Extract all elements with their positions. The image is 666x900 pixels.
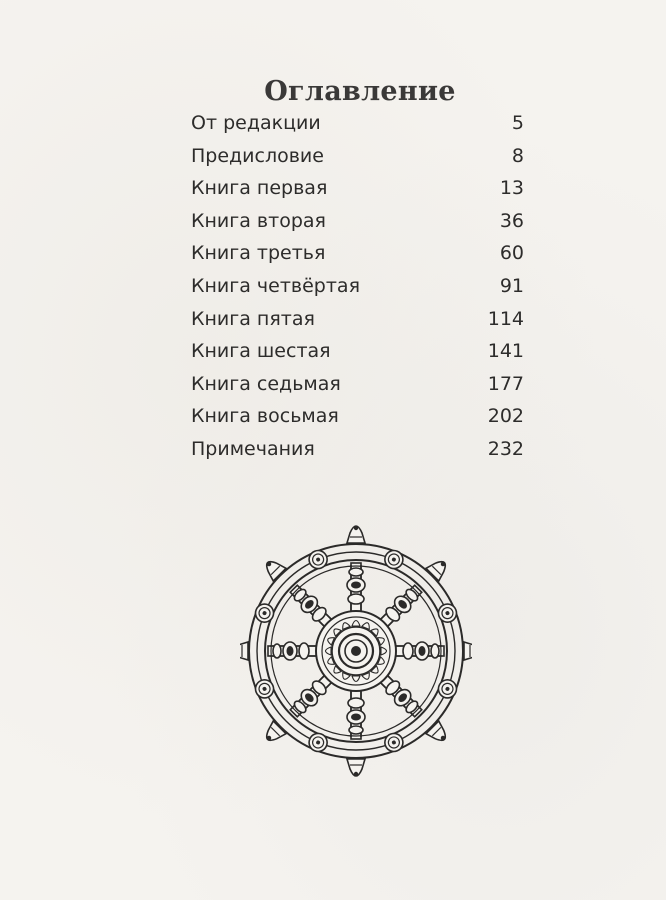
toc-entry <box>191 403 524 436</box>
toc-entry <box>191 273 524 306</box>
page-title: Оглавление <box>264 76 456 108</box>
toc-entry-page: 91 <box>499 274 524 297</box>
toc-entry <box>191 306 524 339</box>
toc-entry <box>191 143 524 176</box>
toc-entry <box>191 240 524 273</box>
toc-entry-page: 141 <box>487 340 524 363</box>
toc-entry-page: 8 <box>511 144 524 167</box>
toc-entry-title: Книга шестая <box>191 340 331 363</box>
toc-entry <box>191 371 524 404</box>
table-of-contents <box>191 110 524 469</box>
toc-entry-title: Предисловие <box>191 144 324 167</box>
toc-entry-title: Книга пятая <box>191 307 315 330</box>
dharma-wheel-icon <box>240 494 472 784</box>
toc-entry-title: Книга седьмая <box>191 372 341 395</box>
toc-entry-page: 60 <box>499 242 524 265</box>
toc-entry-title: Примечания <box>191 437 315 460</box>
toc-entry-page: 202 <box>487 405 524 428</box>
toc-entry-page: 13 <box>499 177 524 200</box>
toc-entry-title: Книга третья <box>191 242 326 265</box>
toc-entry-page: 114 <box>487 307 524 330</box>
toc-entry-page: 177 <box>487 372 524 395</box>
toc-entry <box>191 175 524 208</box>
toc-entry-page: 36 <box>499 209 524 232</box>
toc-entry-title: Книга вторая <box>191 209 326 232</box>
toc-entry-title: Книга восьмая <box>191 405 339 428</box>
toc-entry <box>191 208 524 241</box>
toc-entry-title: Книга четвёртая <box>191 274 360 297</box>
toc-entry <box>191 110 524 143</box>
toc-entry <box>191 436 524 469</box>
toc-entry-title: Книга первая <box>191 177 328 200</box>
toc-entry-page: 5 <box>511 112 524 134</box>
toc-entry-title: От редакции <box>191 112 321 134</box>
toc-entry-page: 232 <box>487 437 524 460</box>
toc-entry <box>191 338 524 371</box>
